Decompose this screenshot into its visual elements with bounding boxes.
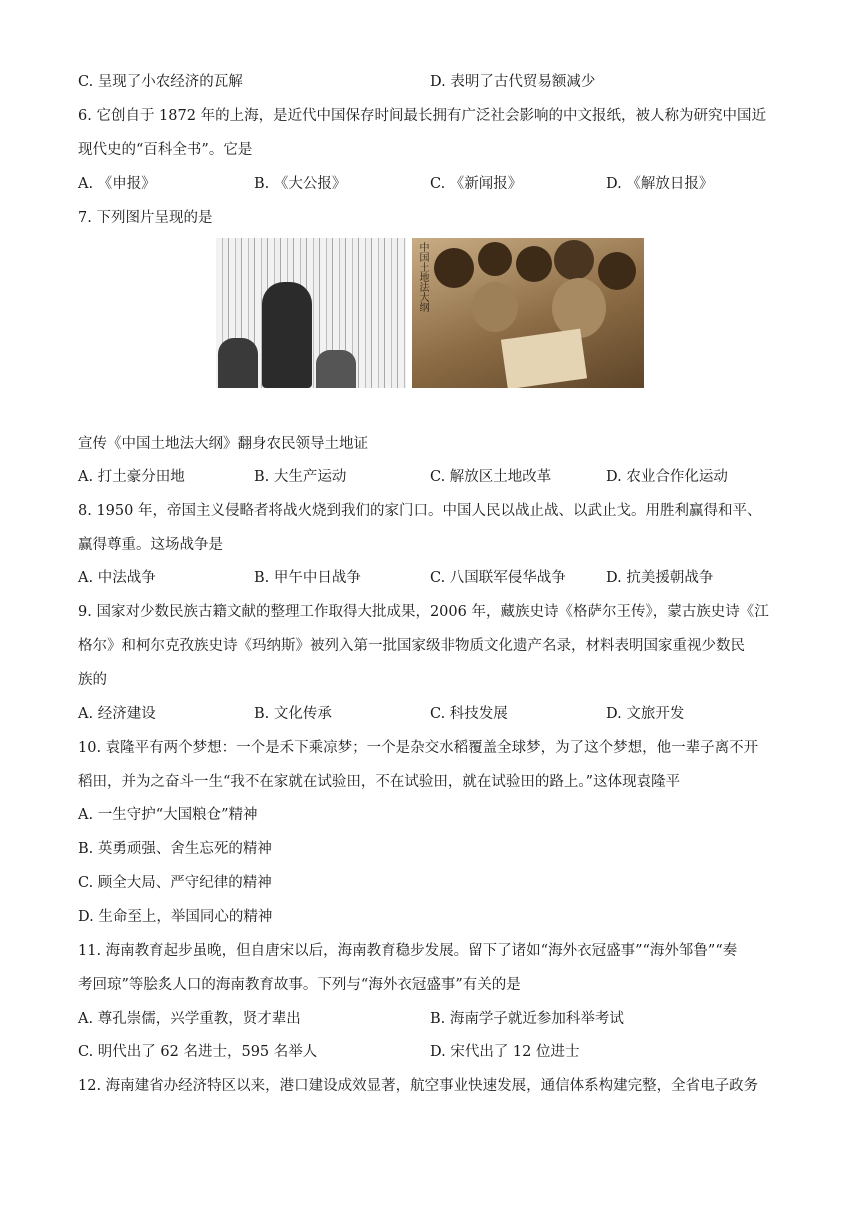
q6-stem-line2: 现代史的“百科全书”。它是 bbox=[78, 142, 253, 158]
q9-option-c: C. 科技发展 bbox=[430, 706, 508, 722]
q7-option-d: D. 农业合作化运动 bbox=[606, 469, 728, 485]
q6-option-b: B. 《大公报》 bbox=[254, 176, 347, 192]
q10-option-c: C. 顾全大局、严守纪律的精神 bbox=[78, 875, 272, 891]
q6-option-a: A. 《申报》 bbox=[78, 176, 156, 192]
q10-stem-line1: 10. 袁隆平有两个梦想：一个是禾下乘凉梦；一个是杂交水稻覆盖全球梦，为了这个梦想，他一辈子离不开 bbox=[78, 740, 759, 756]
q7-figure-text: 中国土地法大纲 bbox=[417, 242, 428, 312]
q9-stem-line2: 格尔》和柯尔克孜族史诗《玛纳斯》被列入第一批国家级非物质文化遗产名录，材料表明国家重视少数民 bbox=[78, 638, 745, 654]
q10-option-d: D. 生命至上，举国同心的精神 bbox=[78, 909, 273, 925]
q7-caption: 宣传《中国土地法大纲》翻身农民领导土地证 bbox=[78, 436, 368, 452]
q10-stem-line2: 稻田，并为之奋斗一生“我不在家就在试验田，不在试验田，就在试验田的路上。”这体现袁隆平 bbox=[78, 774, 681, 790]
q11-stem-line1: 11. 海南教育起步虽晚，但自唐宋以后，海南教育稳步发展。留下了诸如“海外衣冠盛事”“海外邹鲁”“奏 bbox=[78, 943, 738, 959]
q5-option-c: C. 呈现了小农经济的瓦解 bbox=[78, 74, 243, 90]
q11-option-c: C. 明代出了 62 名进士，595 名举人 bbox=[78, 1044, 318, 1060]
q11-option-a: A. 尊孔崇儒，兴学重教，贤才辈出 bbox=[78, 1011, 301, 1027]
q8-option-a: A. 中法战争 bbox=[78, 570, 156, 586]
q8-stem-line2: 赢得尊重。这场战争是 bbox=[78, 537, 223, 553]
q9-option-b: B. 文化传承 bbox=[254, 706, 332, 722]
q11-option-b: B. 海南学子就近参加科举考试 bbox=[430, 1011, 624, 1027]
q9-option-a: A. 经济建设 bbox=[78, 706, 156, 722]
q8-option-b: B. 甲午中日战争 bbox=[254, 570, 361, 586]
q10-option-a: A. 一生守护“大国粮仓”精神 bbox=[78, 807, 258, 823]
q10-option-b: B. 英勇顽强、舍生忘死的精神 bbox=[78, 841, 272, 857]
q7-figure bbox=[216, 238, 644, 388]
q7-photo-propaganda bbox=[216, 238, 406, 388]
q8-option-c: C. 八国联军侵华战争 bbox=[430, 570, 566, 586]
q9-option-d: D. 文旅开发 bbox=[606, 706, 685, 722]
q6-option-d: D. 《解放日报》 bbox=[606, 176, 714, 192]
q9-stem-line3: 族的 bbox=[78, 672, 107, 688]
q7-photo-farmers bbox=[412, 238, 644, 388]
q6-option-c: C. 《新闻报》 bbox=[430, 176, 523, 192]
q7-option-c: C. 解放区土地改革 bbox=[430, 469, 552, 485]
q7-option-b: B. 大生产运动 bbox=[254, 469, 347, 485]
q6-stem-line1: 6. 它创自于 1872 年的上海，是近代中国保存时间最长拥有广泛社会影响的中文报纸，被人称为研究中国近 bbox=[78, 108, 767, 124]
q8-stem-line1: 8. 1950 年，帝国主义侵略者将战火烧到我们的家门口。中国人民以战止战、以武止戈。用胜利赢得和平、 bbox=[78, 503, 762, 519]
q9-stem-line1: 9. 国家对少数民族古籍文献的整理工作取得大批成果，2006 年，藏族史诗《格萨尔王传》，蒙古族史诗《江 bbox=[78, 604, 769, 620]
q7-option-a: A. 打土豪分田地 bbox=[78, 469, 185, 485]
q5-option-d: D. 表明了古代贸易额减少 bbox=[430, 74, 596, 90]
q11-stem-line2: 考回琼”等脍炙人口的海南教育故事。下列与“海外衣冠盛事”有关的是 bbox=[78, 977, 521, 993]
q12-stem-line1: 12. 海南建省办经济特区以来，港口建设成效显著，航空事业快速发展，通信体系构建完整，全省电子政务 bbox=[78, 1078, 759, 1094]
q7-stem: 7. 下列图片呈现的是 bbox=[78, 210, 213, 226]
q8-option-d: D. 抗美援朝战争 bbox=[606, 570, 714, 586]
q11-option-d: D. 宋代出了 12 位进士 bbox=[430, 1044, 580, 1060]
